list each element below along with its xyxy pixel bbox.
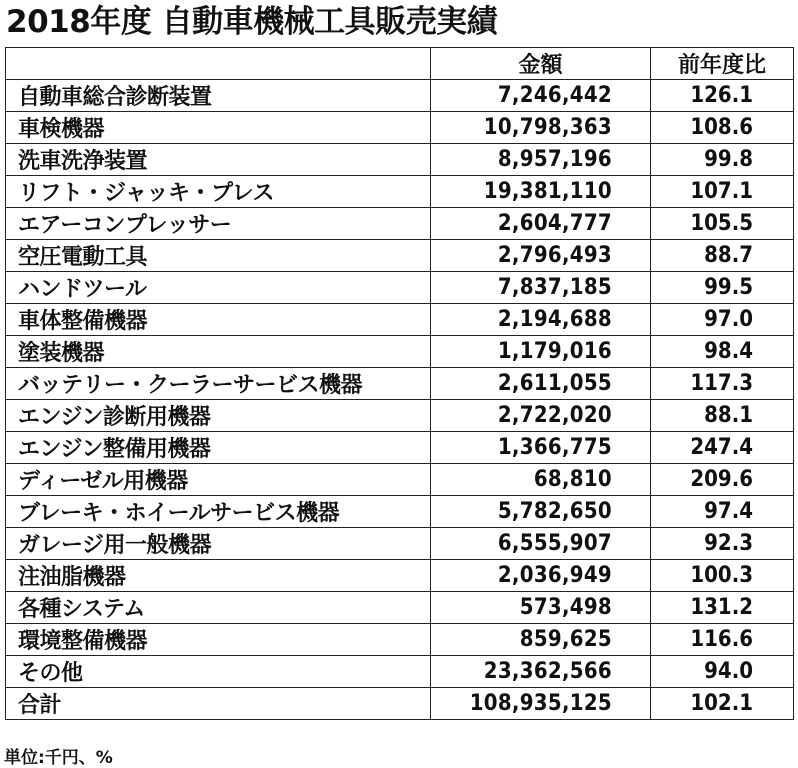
table-row (6, 336, 794, 368)
header-amount: 金額 (431, 48, 651, 80)
row-amount: 2,194,688 (431, 304, 651, 336)
row-name: エアーコンプレッサー (6, 208, 431, 240)
row-amount: 8,957,196 (431, 144, 651, 176)
row-name: 合計 (6, 688, 431, 720)
row-ratio: 102.1 (651, 688, 794, 720)
table-row (6, 592, 794, 624)
table-row (6, 464, 794, 496)
row-ratio: 108.6 (651, 112, 794, 144)
row-amount: 859,625 (431, 624, 651, 656)
table-row (6, 624, 794, 656)
header-item (6, 48, 431, 80)
row-ratio: 105.5 (651, 208, 794, 240)
row-ratio: 100.3 (651, 560, 794, 592)
row-amount: 2,796,493 (431, 240, 651, 272)
table-row (6, 176, 794, 208)
row-ratio: 131.2 (651, 592, 794, 624)
row-ratio: 99.8 (651, 144, 794, 176)
row-amount: 1,179,016 (431, 336, 651, 368)
row-name: ディーゼル用機器 (6, 464, 431, 496)
table-row (6, 368, 794, 400)
row-amount: 7,837,185 (431, 272, 651, 304)
table-header-row (6, 48, 794, 80)
row-amount: 5,782,650 (431, 496, 651, 528)
row-ratio: 247.4 (651, 432, 794, 464)
table-row (6, 400, 794, 432)
table-row (6, 528, 794, 560)
row-name: ハンドツール (6, 272, 431, 304)
row-name: ブレーキ・ホイールサービス機器 (6, 496, 431, 528)
row-ratio: 107.1 (651, 176, 794, 208)
row-ratio: 117.3 (651, 368, 794, 400)
table-row (6, 240, 794, 272)
table-row (6, 144, 794, 176)
row-ratio: 88.1 (651, 400, 794, 432)
row-ratio: 94.0 (651, 656, 794, 688)
row-name: リフト・ジャッキ・プレス (6, 176, 431, 208)
row-ratio: 88.7 (651, 240, 794, 272)
table-row (6, 208, 794, 240)
row-ratio: 97.0 (651, 304, 794, 336)
row-amount: 19,381,110 (431, 176, 651, 208)
row-name: 注油脂機器 (6, 560, 431, 592)
row-amount: 7,246,442 (431, 80, 651, 112)
row-amount: 573,498 (431, 592, 651, 624)
table-row (6, 560, 794, 592)
row-amount: 1,366,775 (431, 432, 651, 464)
row-ratio: 126.1 (651, 80, 794, 112)
table-row (6, 112, 794, 144)
row-ratio: 92.3 (651, 528, 794, 560)
row-name: 各種システム (6, 592, 431, 624)
row-ratio: 97.4 (651, 496, 794, 528)
table-row (6, 80, 794, 112)
row-amount: 10,798,363 (431, 112, 651, 144)
table-row (6, 496, 794, 528)
row-name: バッテリー・クーラーサービス機器 (6, 368, 431, 400)
row-name: 塗装機器 (6, 336, 431, 368)
table-row (6, 656, 794, 688)
page-title: 2018年度 自動車機械工具販売実績 (6, 4, 498, 40)
row-name: 空圧電動工具 (6, 240, 431, 272)
row-ratio: 98.4 (651, 336, 794, 368)
row-ratio: 209.6 (651, 464, 794, 496)
row-name: エンジン診断用機器 (6, 400, 431, 432)
row-amount: 6,555,907 (431, 528, 651, 560)
row-name: ガレージ用一般機器 (6, 528, 431, 560)
row-amount: 2,604,777 (431, 208, 651, 240)
table-row (6, 304, 794, 336)
row-amount: 2,722,020 (431, 400, 651, 432)
row-amount: 108,935,125 (431, 688, 651, 720)
row-name: エンジン整備用機器 (6, 432, 431, 464)
header-ratio: 前年度比 (651, 48, 794, 80)
row-ratio: 99.5 (651, 272, 794, 304)
sales-table (5, 47, 794, 720)
row-name: 車体整備機器 (6, 304, 431, 336)
table-row (6, 272, 794, 304)
table-row (6, 688, 794, 720)
unit-note: 単位:千円、% (4, 748, 113, 768)
row-ratio: 116.6 (651, 624, 794, 656)
row-name: 洗車洗浄装置 (6, 144, 431, 176)
row-amount: 2,611,055 (431, 368, 651, 400)
row-name: 車検機器 (6, 112, 431, 144)
row-name: その他 (6, 656, 431, 688)
row-name: 環境整備機器 (6, 624, 431, 656)
row-name: 自動車総合診断装置 (6, 80, 431, 112)
table-body (6, 80, 794, 720)
row-amount: 68,810 (431, 464, 651, 496)
row-amount: 23,362,566 (431, 656, 651, 688)
row-amount: 2,036,949 (431, 560, 651, 592)
table-row (6, 432, 794, 464)
